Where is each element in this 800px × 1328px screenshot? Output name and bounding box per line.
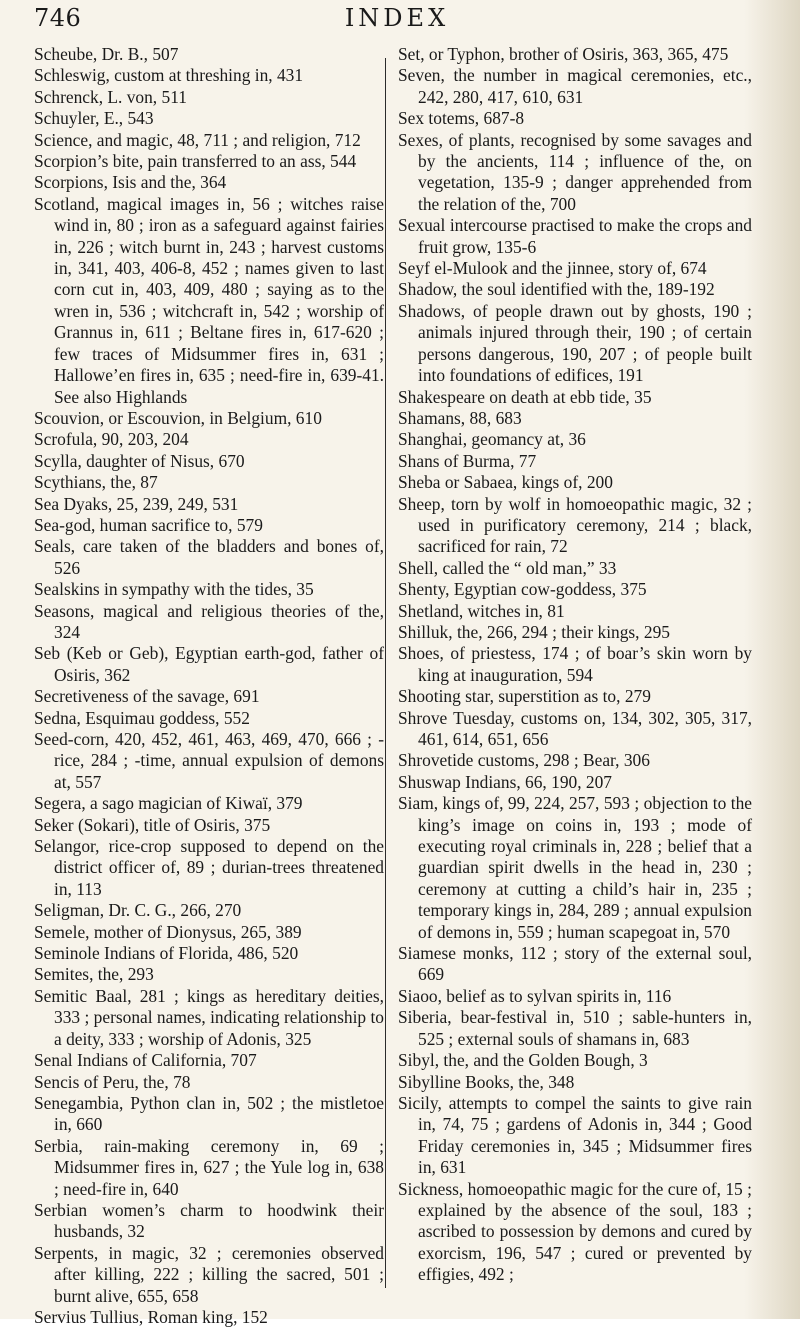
index-entry: Shadow, the soul identified with the, 189-192 <box>398 279 715 300</box>
index-entry: Seyf el-Mulook and the jinnee, story of, 674 <box>398 258 707 279</box>
index-entry: Science, and magic, 48, 711 ; and religion, 712 <box>34 129 361 150</box>
index-entry: Sedna, Esquimau goddess, 552 <box>34 707 250 728</box>
index-entry: Shenty, Egyptian cow-goddess, 375 <box>398 579 647 600</box>
index-entry: Sealskins in sympathy with the tides, 35 <box>34 579 314 600</box>
index-entry: Siamese monks, 112 ; story of the external soul, 669 <box>398 943 752 985</box>
index-entry: Siberia, bear-festival in, 510 ; sable-hunters in, 525 ; external souls of shamans in, 683 <box>398 1007 752 1049</box>
index-entry: Scythians, the, 87 <box>34 472 158 493</box>
index-entry: Serbia, rain-making ceremony in, 69 ; Midsummer fires in, 627 ; the Yule log in, 638 ; need-fire in, 640 <box>34 1135 384 1199</box>
page-title: INDEX <box>344 4 450 32</box>
index-entry: Seasons, magical and religious theories of the, 324 <box>34 600 384 642</box>
index-entry: Sexes, of plants, recognised by some savages and by the ancients, 114 ; influence of the, on vegetation, 135-9 ; danger apprehended from the relation of the, 700 <box>398 129 752 214</box>
index-entry: Sheba or Sabaea, kings of, 200 <box>398 472 613 493</box>
index-entry: Seker (Sokari), title of Osiris, 375 <box>34 814 271 835</box>
index-entry: Semites, the, 293 <box>34 964 154 985</box>
index-entry: Segera, a sago magician of Kiwaï, 379 <box>34 793 303 814</box>
index-entry: Seals, care taken of the bladders and bones of, 526 <box>34 536 384 578</box>
index-entry: Secretiveness of the savage, 691 <box>34 686 260 707</box>
index-entry: Shadows, of people drawn out by ghosts, 190 ; animals injured through their, 190 ; of certain persons dangerous, 190, 207 ; of people built into foundations of edifices, 191 <box>398 300 752 386</box>
index-entry: Sheep, torn by wolf in homoeopathic magic, 32 ; used in purificatory ceremony, 214 ; black, sacrificed for rain, 72 <box>398 493 752 557</box>
index-entry: Semitic Baal, 281 ; kings as hereditary deities, 333 ; personal names, indicating relationship to a deity, 333 ; worship of Adonis, 325 <box>34 985 384 1049</box>
index-entry: Serpents, in magic, 32 ; ceremonies observed after killing, 222 ; killing the sacred, 501 ; burnt alive, 655, 658 <box>34 1242 384 1306</box>
index-entry: Sickness, homoeopathic magic for the cure of, 15 ; explained by the absence of the soul, 183 ; ascribed to possession by demons and cured by exorcism, 196, 547 ; cured or prevented by effigies, 492 ; <box>398 1178 752 1285</box>
index-entry: Scrofula, 90, 203, 204 <box>34 429 189 450</box>
index-entry: Shilluk, the, 266, 294 ; their kings, 295 <box>398 621 670 642</box>
index-entry: Seligman, Dr. C. G., 266, 270 <box>34 900 242 921</box>
index-entry: Serbian women’s charm to hoodwink their husbands, 32 <box>34 1199 384 1242</box>
index-entry: Sea-god, human sacrifice to, 579 <box>34 514 263 535</box>
index-column-left <box>34 44 384 1328</box>
index-entry: Set, or Typhon, brother of Osiris, 363, 365, 475 <box>398 44 729 64</box>
index-entry: Shrove Tuesday, customs on, 134, 302, 305, 317, 461, 614, 651, 656 <box>398 707 752 749</box>
index-entry: Sexual intercourse practised to make the crops and fruit grow, 135-6 <box>398 215 752 257</box>
page-header <box>34 2 760 42</box>
index-entry: Shrovetide customs, 298 ; Bear, 306 <box>398 750 650 771</box>
index-entry: Sibyl, the, and the Golden Bough, 3 <box>398 1050 648 1071</box>
index-entry: Siam, kings of, 99, 224, 257, 593 ; objection to the king’s image on coins in, 193 ; mode of executing royal criminals in, 228 ; belief that a guardian spirit dwells in the head in, 230 ; ceremony at cutting a child’s hair in, 235 ; temporary kings in, 284, 289 ; annual expulsion of demons in, 559 ; human scapegoat in, 570 <box>398 793 752 942</box>
index-entry: Sicily, attempts to compel the saints to give rain in, 74, 75 ; gardens of Adonis in, 344 ; Good Friday ceremonies in, 345 ; Midsummer fires in, 631 <box>398 1092 752 1178</box>
index-entry: Sibylline Books, the, 348 <box>398 1071 575 1092</box>
page-number: 746 <box>34 4 82 32</box>
index-entry: Shell, called the “ old man,” 33 <box>398 557 617 578</box>
index-entry: Shans of Burma, 77 <box>398 450 537 471</box>
index-entry: Seb (Keb or Geb), Egyptian earth-god, father of Osiris, 362 <box>34 643 384 685</box>
index-entry: Scorpions, Isis and the, 364 <box>34 172 227 193</box>
index-entry: Shakespeare on death at ebb tide, 35 <box>398 386 652 407</box>
index-entry: Scorpion’s bite, pain transferred to an ass, 544 <box>34 151 357 172</box>
index-entry: Shanghai, geomancy at, 36 <box>398 429 586 450</box>
index-entry: Scouvion, or Escouvion, in Belgium, 610 <box>34 407 322 428</box>
column-divider <box>385 58 386 1288</box>
index-entry: Sea Dyaks, 25, 239, 249, 531 <box>34 493 239 514</box>
index-entry: Seminole Indians of Florida, 486, 520 <box>34 943 299 964</box>
index-entry: Scheube, Dr. B., 507 <box>34 44 179 64</box>
index-entry: Schuyler, E., 543 <box>34 108 154 129</box>
index-entry: Shooting star, superstition as to, 279 <box>398 686 651 707</box>
index-entry: Senegambia, Python clan in, 502 ; the mistletoe in, 660 <box>34 1092 384 1135</box>
index-column-right <box>398 44 752 1286</box>
index-entry: Scylla, daughter of Nisus, 670 <box>34 450 245 471</box>
index-entry: Shamans, 88, 683 <box>398 407 522 428</box>
index-entry: Semele, mother of Dionysus, 265, 389 <box>34 921 302 942</box>
index-entry: Selangor, rice-crop supposed to depend on the district officer of, 89 ; durian-trees threatened in, 113 <box>34 836 384 899</box>
index-entry: Servius Tullius, Roman king, 152 <box>34 1306 268 1327</box>
index-entry: Schleswig, custom at threshing in, 431 <box>34 65 304 86</box>
index-entry: Scotland, magical images in, 56 ; witches raise wind in, 80 ; iron as a safeguard against fairies in, 226 ; witch burnt in, 243 ; harvest customs in, 341, 403, 406-8, 452 ; names given to last corn cut in, 403, 409, 480 ; saying as to the wren in, 536 ; witchcraft in, 542 ; worship of Grannus in, 611 ; Beltane fires in, 617-620 ; few traces of Midsummer fires in, 631 ; Hallowe’en fires in, 635 ; need-fire in, 639-41. See also Highlands <box>34 193 384 407</box>
index-entry: Sex totems, 687-8 <box>398 108 525 129</box>
index-entry: Seed-corn, 420, 452, 461, 463, 469, 470, 666 ; -rice, 284 ; -time, annual expulsion of demons at, 557 <box>34 729 384 792</box>
index-entry: Senal Indians of California, 707 <box>34 1050 257 1071</box>
index-entry: Shuswap Indians, 66, 190, 207 <box>398 771 612 792</box>
index-entry: Shoes, of priestess, 174 ; of boar’s skin worn by king at inauguration, 594 <box>398 643 752 685</box>
index-entry: Schrenck, L. von, 511 <box>34 86 187 107</box>
index-entry: Seven, the number in magical ceremonies, etc., 242, 280, 417, 610, 631 <box>398 65 752 107</box>
index-entry: Sencis of Peru, the, 78 <box>34 1071 191 1092</box>
index-entry: Shetland, witches in, 81 <box>398 600 565 621</box>
index-entry: Siaoo, belief as to sylvan spirits in, 116 <box>398 985 672 1006</box>
